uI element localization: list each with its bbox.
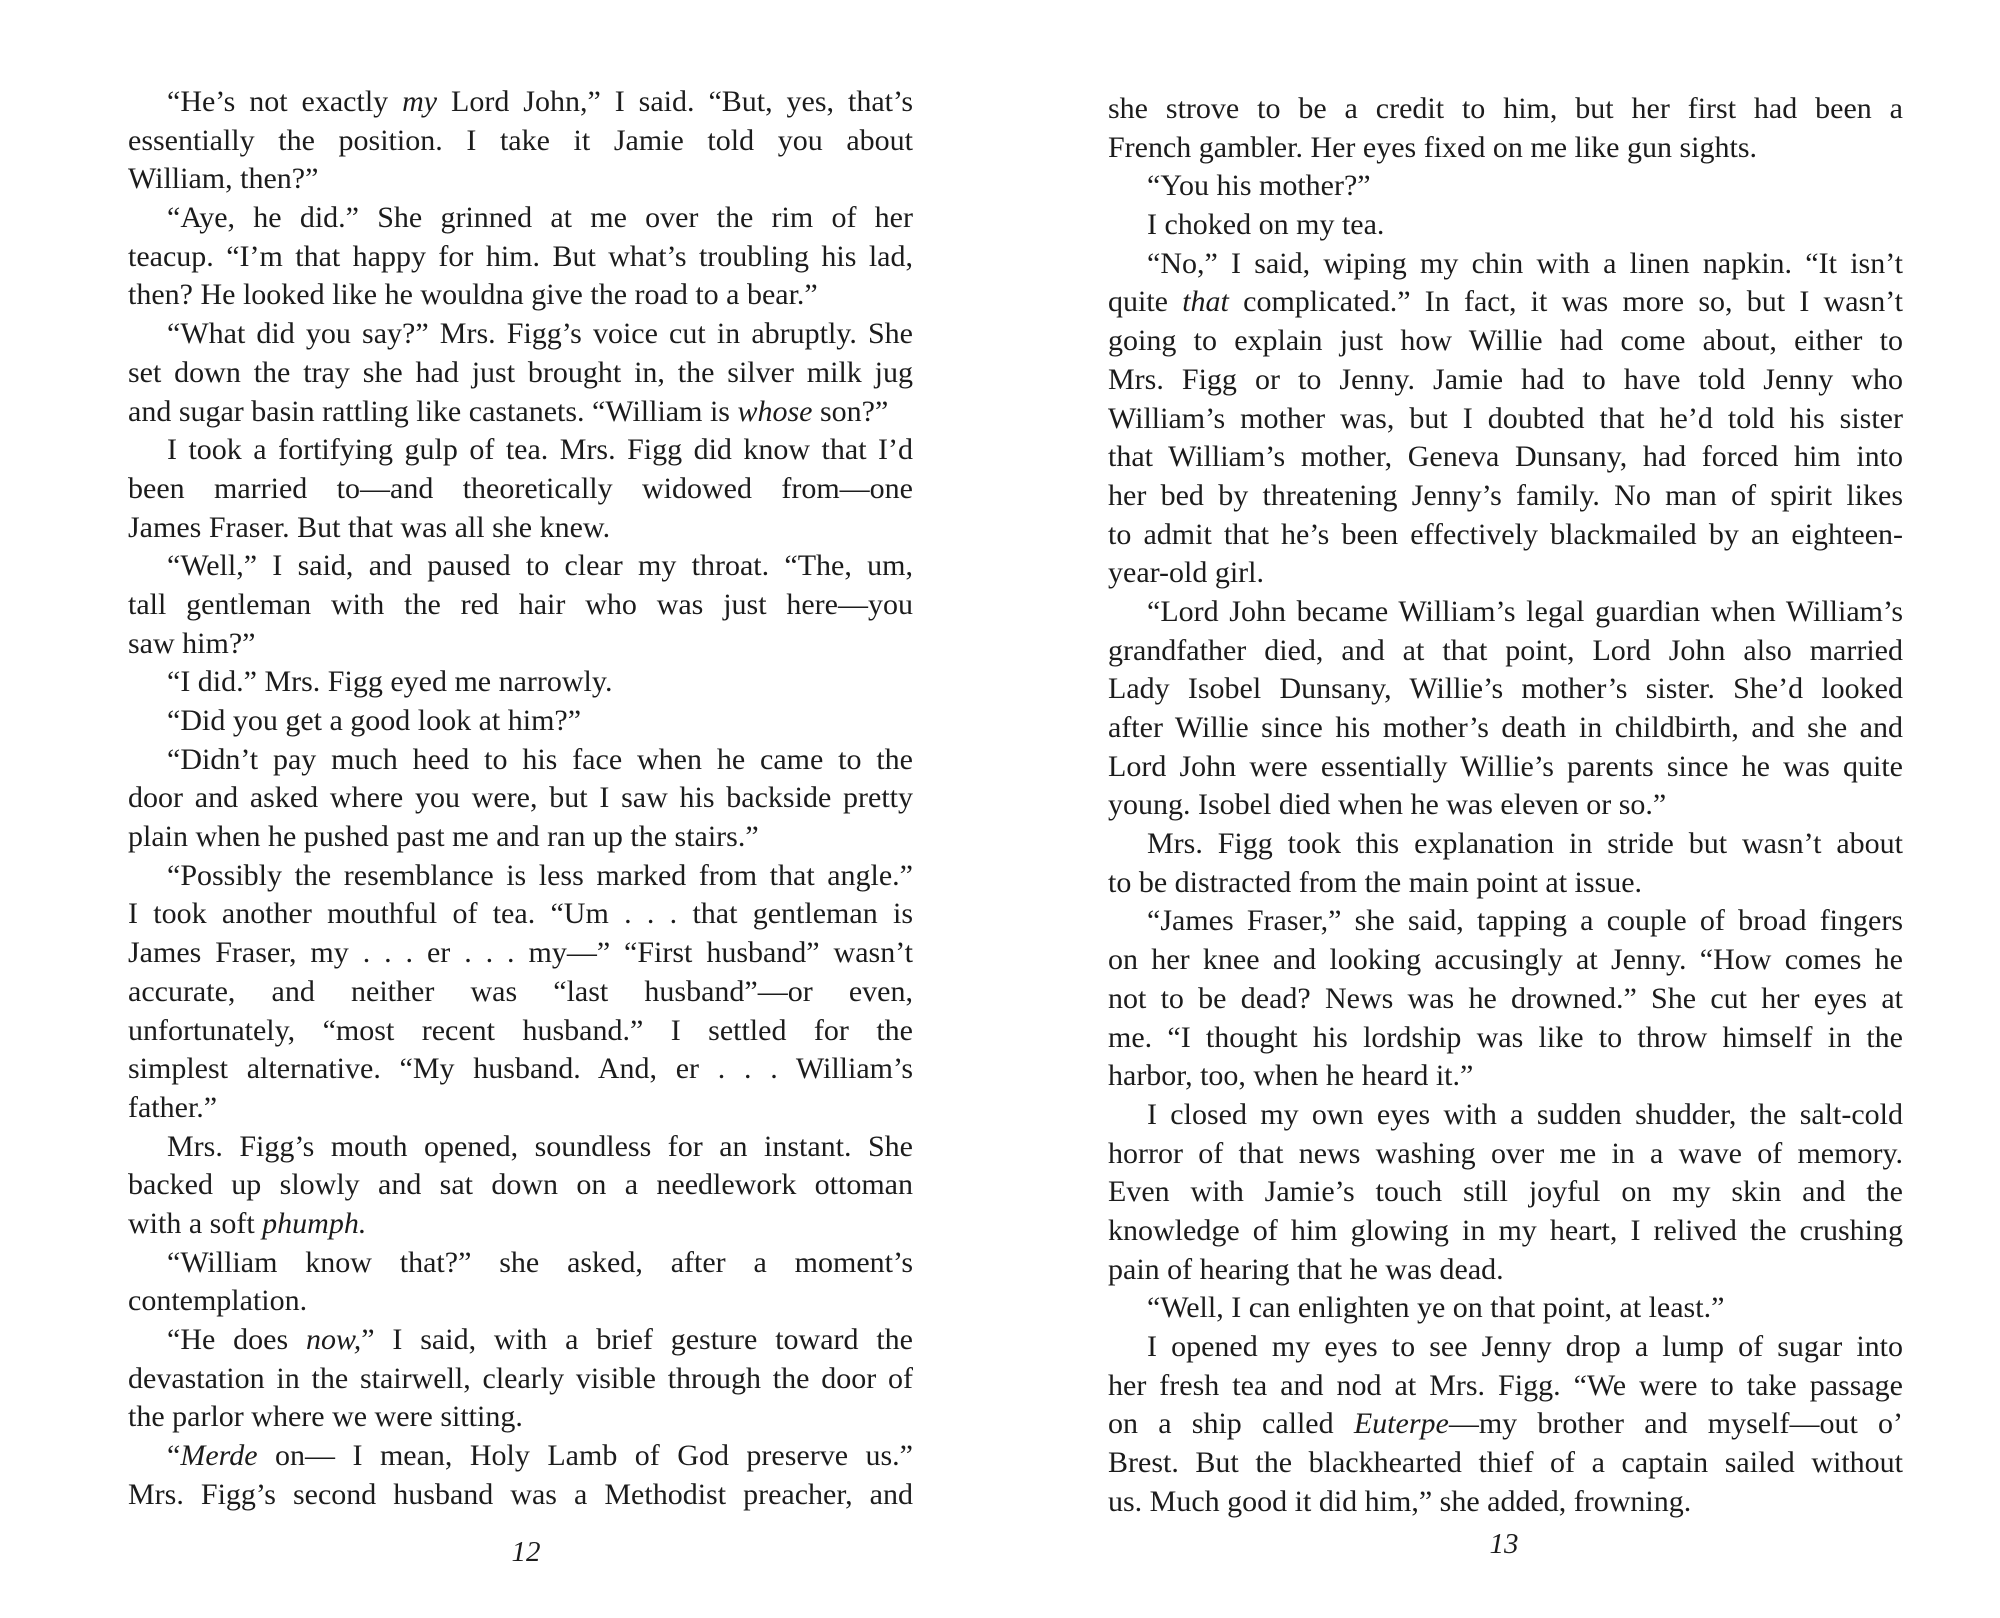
- text-line: [128, 1089, 913, 1128]
- text-line: [1108, 864, 1903, 903]
- italic-text-run: whose: [737, 394, 813, 428]
- text-run: tall gentleman with the red hair who was just here—you: [128, 587, 913, 621]
- text-line: [128, 625, 913, 664]
- text-line: [128, 1012, 913, 1051]
- text-line: [128, 1205, 913, 1244]
- text-run: French gambler. Her eyes fixed on me like gun sights.: [1108, 130, 1758, 164]
- text-line: [1108, 1173, 1903, 1212]
- text-line: [128, 1437, 913, 1476]
- text-run: and sugar basin rattling like castanets. “William is: [128, 394, 738, 428]
- text-line: [1108, 1057, 1903, 1096]
- text-run: quite: [1108, 285, 1183, 319]
- text-line: [1108, 941, 1903, 980]
- text-run: Lord John,” I said. “But, yes, that’s: [437, 85, 913, 118]
- text-run: knowledge of him glowing in my heart, I relived the crushing: [1108, 1213, 1903, 1247]
- text-run: Mrs. Figg took this explanation in stride but wasn’t about: [1147, 827, 1903, 861]
- text-run: James Fraser. But that was all she knew.: [128, 510, 611, 544]
- italic-text-run: phumph.: [262, 1206, 367, 1240]
- text-run: Mrs. Figg’s second husband was a Methodist preacher, and: [128, 1477, 913, 1511]
- text-run: Mrs. Figg’s mouth opened, soundless for an instant. She: [167, 1129, 913, 1163]
- text-run: “Well,” I said, and paused to clear my throat. “The, um,: [167, 549, 913, 583]
- text-run: me. “I thought his lordship was like to throw himself in the: [1108, 1020, 1903, 1054]
- text-line: [128, 315, 913, 354]
- italic-text-run: Merde: [180, 1439, 258, 1473]
- text-run: set down the tray she had just brought in, the silver milk jug: [128, 355, 913, 389]
- text-run: Lady Isobel Dunsany, Willie’s mother’s sister. She’d looked: [1108, 672, 1903, 706]
- text-line: [1108, 1367, 1903, 1406]
- text-run: backed up slowly and sat down on a needlework ottoman: [128, 1168, 913, 1202]
- text-line: [1108, 593, 1903, 632]
- text-line: [1108, 670, 1903, 709]
- text-run: I took a fortifying gulp of tea. Mrs. Figg did know that I’d: [167, 433, 913, 467]
- text-run: I took another mouthful of tea. “Um . . . that gentleman is: [128, 897, 913, 931]
- text-run: “Didn’t pay much heed to his face when he came to the: [167, 742, 913, 776]
- text-line: [128, 779, 913, 818]
- text-line: [128, 354, 913, 393]
- text-line: [128, 547, 913, 586]
- text-run: William, then?”: [128, 162, 319, 196]
- text-line: [128, 199, 913, 238]
- text-line: [128, 973, 913, 1012]
- text-run: saw him?”: [128, 626, 256, 660]
- text-line: [1108, 1328, 1903, 1367]
- text-line: [1108, 632, 1903, 671]
- text-line: [128, 1128, 913, 1167]
- text-run: simplest alternative. “My husband. And, er . . . William’s: [128, 1052, 913, 1086]
- text-line: [128, 857, 913, 896]
- text-run: to admit that he’s been effectively blackmailed by an eighteen-: [1108, 517, 1903, 551]
- text-line: [1108, 1405, 1903, 1444]
- text-line: [128, 160, 913, 199]
- text-run: she strove to be a credit to him, but her first had been a: [1108, 92, 1903, 125]
- text-run: “Lord John became William’s legal guardian when William’s: [1147, 594, 1903, 628]
- text-line: [128, 818, 913, 857]
- text-line: [128, 1321, 913, 1360]
- text-line: [1108, 477, 1903, 516]
- text-line: [1108, 1444, 1903, 1483]
- text-run: year-old girl.: [1108, 556, 1265, 590]
- text-line: [128, 431, 913, 470]
- text-run: to be distracted from the main point at issue.: [1108, 865, 1643, 899]
- text-line: [128, 1398, 913, 1437]
- text-line: [1108, 1019, 1903, 1058]
- text-line: [1108, 283, 1903, 322]
- text-line: [128, 393, 913, 432]
- text-run: unfortunately, “most recent husband.” I settled for the: [128, 1013, 913, 1047]
- text-run: Brest. But the blackhearted thief of a captain sailed without: [1108, 1446, 1903, 1480]
- italic-text-run: Euterpe: [1353, 1407, 1449, 1441]
- text-run: not to be dead? News was he drowned.” She cut her eyes at: [1108, 981, 1903, 1015]
- text-line: [128, 276, 913, 315]
- text-run: that William’s mother, Geneva Dunsany, had forced him into: [1108, 440, 1903, 474]
- text-run: “No,” I said, wiping my chin with a linen napkin. “It isn’t: [1147, 246, 1903, 280]
- text-line: [1108, 129, 1903, 168]
- text-line: [128, 1166, 913, 1205]
- text-line: [1108, 438, 1903, 477]
- text-line: [128, 238, 913, 277]
- text-run: father.”: [128, 1090, 218, 1124]
- left-page-text: [128, 83, 913, 1514]
- text-line: [1108, 1483, 1903, 1522]
- text-line: [128, 122, 913, 161]
- text-run: then? He looked like he wouldna give the road to a bear.”: [128, 278, 818, 312]
- text-line: [1108, 1251, 1903, 1290]
- text-run: teacup. “I’m that happy for him. But what’s troubling his lad,: [128, 239, 913, 273]
- text-run: ” I said, with a brief gesture toward the: [361, 1323, 913, 1356]
- text-line: [128, 1360, 913, 1399]
- text-line: [128, 1476, 913, 1515]
- text-run: “Well, I can enlighten ye on that point, at least.”: [1147, 1291, 1725, 1325]
- text-line: [1108, 206, 1903, 245]
- text-line: [1108, 1096, 1903, 1135]
- text-run: her fresh tea and nod at Mrs. Figg. “We were to take passage: [1108, 1368, 1903, 1402]
- text-line: [1108, 90, 1903, 129]
- text-line: [1108, 1135, 1903, 1174]
- text-run: her bed by threatening Jenny’s family. No man of spirit likes: [1108, 478, 1903, 512]
- text-line: [128, 1282, 913, 1321]
- text-run: on her knee and looking accusingly at Jenny. “How comes he: [1108, 943, 1903, 977]
- text-line: [128, 934, 913, 973]
- text-run: door and asked where you were, but I saw his backside pretty: [128, 781, 913, 815]
- text-line: [128, 663, 913, 702]
- text-line: [128, 470, 913, 509]
- text-line: [128, 1244, 913, 1283]
- text-run: essentially the position. I take it Jamie told you about: [128, 123, 913, 157]
- text-run: the parlor where we were sitting.: [128, 1400, 523, 1434]
- text-line: [1108, 361, 1903, 400]
- text-run: “William know that?” she asked, after a moment’s: [167, 1245, 913, 1279]
- text-run: “: [167, 1439, 181, 1473]
- text-run: with a soft: [128, 1206, 263, 1240]
- text-run: “Aye, he did.” She grinned at me over the rim of her: [167, 201, 913, 235]
- text-line: [1108, 980, 1903, 1019]
- text-run: “James Fraser,” she said, tapping a couple of broad fingers: [1147, 904, 1903, 938]
- text-line: [1108, 709, 1903, 748]
- text-run: young. Isobel died when he was eleven or so.”: [1108, 788, 1667, 822]
- text-run: —my brother and myself—out o’: [1448, 1407, 1903, 1441]
- text-line: [1108, 1212, 1903, 1251]
- text-run: been married to—and theoretically widowed from—one: [128, 471, 913, 505]
- text-run: pain of hearing that he was dead.: [1108, 1252, 1504, 1286]
- text-line: [128, 1050, 913, 1089]
- text-run: “Did you get a good look at him?”: [167, 704, 582, 737]
- text-run: harbor, too, when he heard it.”: [1108, 1059, 1474, 1093]
- text-run: “Possibly the resemblance is less marked from that angle.”: [167, 858, 913, 892]
- text-line: [1108, 786, 1903, 825]
- text-line: [128, 741, 913, 780]
- text-line: [128, 586, 913, 625]
- text-line: [128, 702, 913, 741]
- text-run: complicated.” In fact, it was more so, but I wasn’t: [1228, 285, 1903, 319]
- text-line: [1108, 902, 1903, 941]
- text-line: [128, 509, 913, 548]
- text-line: [1108, 167, 1903, 206]
- text-line: [1108, 1289, 1903, 1328]
- text-run: going to explain just how Willie had come about, either to: [1108, 324, 1903, 358]
- text-run: William’s mother was, but I doubted that he’d told his sister: [1108, 401, 1903, 435]
- text-line: [1108, 825, 1903, 864]
- text-run: son?”: [812, 394, 889, 428]
- text-run: plain when he pushed past me and ran up the stairs.”: [128, 820, 759, 854]
- text-run: Lord John were essentially Willie’s parents since he was quite: [1108, 749, 1903, 783]
- text-run: I opened my eyes to see Jenny drop a lump of sugar into: [1147, 1330, 1903, 1363]
- text-run: “What did you say?” Mrs. Figg’s voice cut in abruptly. She: [167, 317, 913, 351]
- text-run: horror of that news washing over me in a wave of memory.: [1108, 1136, 1903, 1170]
- text-run: I choked on my tea.: [1147, 208, 1385, 242]
- text-run: on a ship called: [1108, 1407, 1354, 1441]
- text-run: devastation in the stairwell, clearly visible through the door of: [128, 1361, 913, 1395]
- text-line: [1108, 748, 1903, 787]
- text-run: James Fraser, my . . . er . . . my—” “First husband” wasn’t: [128, 936, 913, 970]
- text-line: [128, 895, 913, 934]
- text-run: “You his mother?”: [1147, 169, 1371, 203]
- text-line: [1108, 245, 1903, 284]
- text-line: [1108, 554, 1903, 593]
- text-run: “I did.” Mrs. Figg eyed me narrowly.: [167, 665, 613, 699]
- text-line: [128, 83, 913, 122]
- text-line: [1108, 516, 1903, 555]
- text-run: “He does: [167, 1323, 306, 1356]
- text-line: [1108, 400, 1903, 439]
- text-run: after Willie since his mother’s death in childbirth, and she and: [1108, 711, 1903, 744]
- text-run: Even with Jamie’s touch still joyful on my skin and the: [1108, 1175, 1903, 1209]
- text-run: “He’s not exactly: [167, 85, 403, 118]
- italic-text-run: that: [1182, 285, 1229, 319]
- text-line: [1108, 322, 1903, 361]
- right-page-number: 13: [1489, 1528, 1519, 1560]
- right-page-text: [1108, 90, 1903, 1521]
- text-run: grandfather died, and at that point, Lord John also married: [1108, 633, 1903, 667]
- text-run: accurate, and neither was “last husband”—or even,: [128, 974, 913, 1008]
- left-page-number: 12: [511, 1536, 541, 1568]
- italic-text-run: now,: [305, 1323, 362, 1356]
- text-run: on— I mean, Holy Lamb of God preserve us.”: [257, 1439, 913, 1473]
- text-run: Mrs. Figg or to Jenny. Jamie had to have told Jenny who: [1108, 362, 1903, 396]
- text-run: contemplation.: [128, 1284, 308, 1318]
- text-run: us. Much good it did him,” she added, frowning.: [1108, 1484, 1692, 1518]
- italic-text-run: my: [402, 85, 438, 118]
- text-run: I closed my own eyes with a sudden shudder, the salt-cold: [1147, 1097, 1903, 1131]
